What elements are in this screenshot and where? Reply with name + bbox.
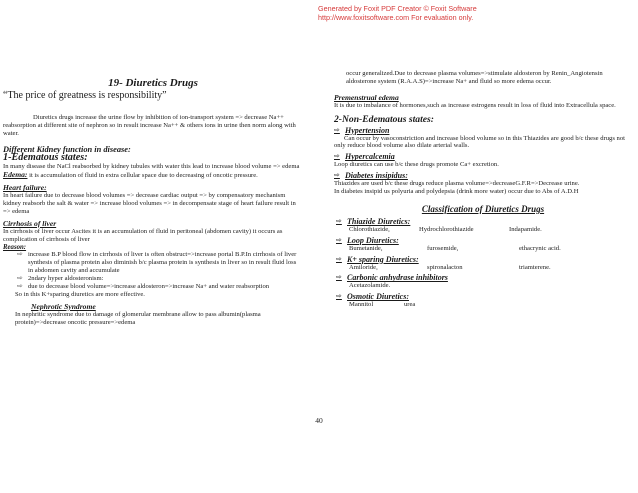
- drug-row: [336, 226, 632, 234]
- edema-text: it is accumulation of fluid in extra cellular space due to decreasing of oncotic pressure.: [27, 172, 258, 180]
- right-arrow-outline-icon: ⇨: [336, 216, 342, 225]
- reason-text: due to decrease blood volume=>increase aldosteron=>increase Na+ and water reabsorption: [28, 283, 270, 291]
- right-arrow-outline-icon: ⇨: [336, 273, 342, 282]
- non-edematous-heading: 2-Non-Edematous states:: [334, 113, 434, 125]
- diuretic-class-heading: [336, 255, 632, 264]
- right-arrow-outline-icon: ⇨: [17, 282, 23, 291]
- hypertension-label: Hypertension: [345, 125, 390, 135]
- hypercalcemia-heading: [334, 152, 632, 161]
- reason-item: [17, 275, 303, 283]
- watermark-link[interactable]: http://www.foxitsoftware.com For evaluation only.: [318, 13, 474, 22]
- drug-name: Indapamide.: [509, 225, 542, 233]
- hypercalcemia-label: Hypercalcemia: [345, 152, 395, 162]
- diabetes-label: Diabetes insipidus:: [345, 171, 408, 181]
- drug-name: Chlorothiazide,: [349, 225, 390, 233]
- right-arrow-outline-icon: ⇨: [336, 292, 342, 301]
- hypertension-text: Can occur by vasoconstriction and increase blood volume so in this Thiazides are good b/c these drugs not only reduce blood volume also dilate arterial walls.: [334, 134, 625, 150]
- kidney-function-heading: Different Kidney function in disease:: [3, 144, 131, 154]
- drug-name: Amiloride,: [349, 263, 378, 271]
- drug-name: furosemide,: [427, 244, 459, 252]
- heart-failure-text: In heart failure due to decrease blood volumes => decrease cardiac output => by compensatory mechanism kidney reabsorb the salt & water => increase blood volumes => in decompensate stage of heart failure result in => edema: [3, 192, 296, 215]
- right-arrow-outline-icon: ⇨: [17, 250, 23, 259]
- diabetes-text-2: In diabetes insipid us polyuria and polydepsia (drink more water) occur due to Abs of A.D.H: [334, 188, 579, 196]
- diuretic-class-list: [334, 217, 632, 309]
- motto: “The price of greatness is responsibility”: [3, 89, 167, 101]
- right-arrow-outline-icon: ⇨: [334, 152, 340, 161]
- drug-name: Bumetanide,: [349, 244, 383, 252]
- diabetes-text-1: Thiazides are used b/c these drugs reduce plasma volume=>decreaseG.F.R=>Decrease urine.: [334, 180, 580, 188]
- watermark: [318, 4, 477, 22]
- diuretic-class-name: Osmotic Diuretics:: [347, 292, 409, 302]
- drug-row: [336, 282, 632, 290]
- nephrotic-label: Nephrotic Syndrome: [31, 301, 96, 311]
- diuretic-class-name: Carbonic anhydrase inhibitors: [347, 273, 448, 283]
- edema-label: Edema:: [3, 170, 28, 180]
- right-arrow-outline-icon: ⇨: [334, 171, 340, 180]
- right-arrow-outline-icon: ⇨: [336, 235, 342, 244]
- diabetes-heading: [334, 171, 632, 180]
- right-arrow-outline-icon: ⇨: [336, 254, 342, 263]
- reason-text: increase B.P blood flow in cirrhosis of liver is often obstruct=>increase portal B.P.In cirrhosis of liver synthesis of plasma protein also diminish b/c plasma protein is synthesis in liver so in result fluid loss in abdomen cavity and accumulate: [28, 251, 297, 275]
- right-arrow-outline-icon: ⇨: [17, 274, 23, 283]
- watermark-line-1: Generated by Foxit PDF Creator © Foxit Software: [318, 4, 477, 13]
- nephrotic-text: In nephritic syndrome due to damage of glomerular membrane allow to pass albumin(plasma protein)=>decrease oncotic pressure=>edema: [15, 310, 261, 326]
- edematous-heading: 1-Edematous states:: [3, 152, 88, 164]
- diuretic-class-name: K+ sparing Diuretics:: [347, 254, 419, 264]
- classification-heading: Classification of Diuretics Drugs: [421, 204, 545, 215]
- diuretic-class-name: Thiazide Diuretics:: [347, 216, 411, 226]
- hypertension-heading: [334, 126, 632, 135]
- reason-label: Reason:: [3, 243, 27, 251]
- diuretic-class-heading: [336, 292, 632, 301]
- drug-name: Hydrochlorothiazide: [419, 225, 474, 233]
- diuretic-class-heading: [336, 217, 632, 226]
- drug-name: spironalacton: [427, 263, 463, 271]
- drug-row: [336, 264, 632, 272]
- cirrhosis-label: Cirrhosis of liver: [3, 218, 57, 228]
- diuretic-class-name: Loop Diuretics:: [347, 235, 399, 245]
- drug-name: ethacrynic acid.: [519, 244, 561, 252]
- edematous-text: In many disease the NaCl reabsorbed by kidney tubules with water this lead to increase blood volume => edema: [3, 163, 300, 171]
- continued-text: occur generalized.Due to decrease plasma volumes=>stimulate aldosteron by Renin_Angiotensin aldosterone system (R.A.A.S)=>increase Na+ and fluid so more edema occur.: [346, 70, 603, 85]
- diuretic-class-heading: [336, 236, 632, 245]
- right-arrow-outline-icon: ⇨: [334, 125, 340, 134]
- drug-row: [336, 301, 632, 309]
- edema-paragraph: [3, 171, 303, 180]
- reason-item: [17, 251, 303, 275]
- drug-name: Mannitol: [349, 301, 374, 309]
- drug-name: Acetazolamide.: [349, 282, 391, 290]
- heart-failure-label: Heart failure:: [3, 183, 47, 193]
- right-column: [334, 70, 632, 309]
- drug-name: urea: [404, 301, 416, 309]
- drug-name: triamterene.: [519, 263, 551, 271]
- premenstrual-label: Premenstrual edema: [334, 92, 399, 102]
- left-column: [3, 74, 303, 327]
- chapter-title: 19- Diuretics Drugs: [108, 77, 198, 89]
- reason-item: [17, 283, 303, 291]
- page-number: 40: [315, 416, 323, 425]
- cirrhosis-text: In cirrhosis of liver occur Ascites it is an accumulation of fluid in peritoneal (abdomen cavity) it occurs as complication of cirrhosis of liver: [3, 227, 283, 243]
- k-sparing-note: So in this K+sparing diuretics are more effective.: [15, 290, 145, 298]
- intro-paragraph: Diuretics drugs increase the urine flow by inhibition of ion-transport system => decrease Na++ reabsorption at different site of nephron so in result increase Na++ & others ions in urine then norm along with water.: [3, 113, 296, 137]
- drug-row: [336, 245, 632, 253]
- premenstrual-text: It is due to imbalance of hormones,such as increase estrogens result in loss of fluid into Extracellula space.: [334, 101, 616, 109]
- reason-text: 2ndary hyper aldosteronism:: [28, 275, 104, 283]
- diuretic-class-heading: [336, 273, 632, 282]
- hypercalcemia-text: Loop diuretics can use b/c these drugs promote Ca+ excretion.: [334, 161, 499, 169]
